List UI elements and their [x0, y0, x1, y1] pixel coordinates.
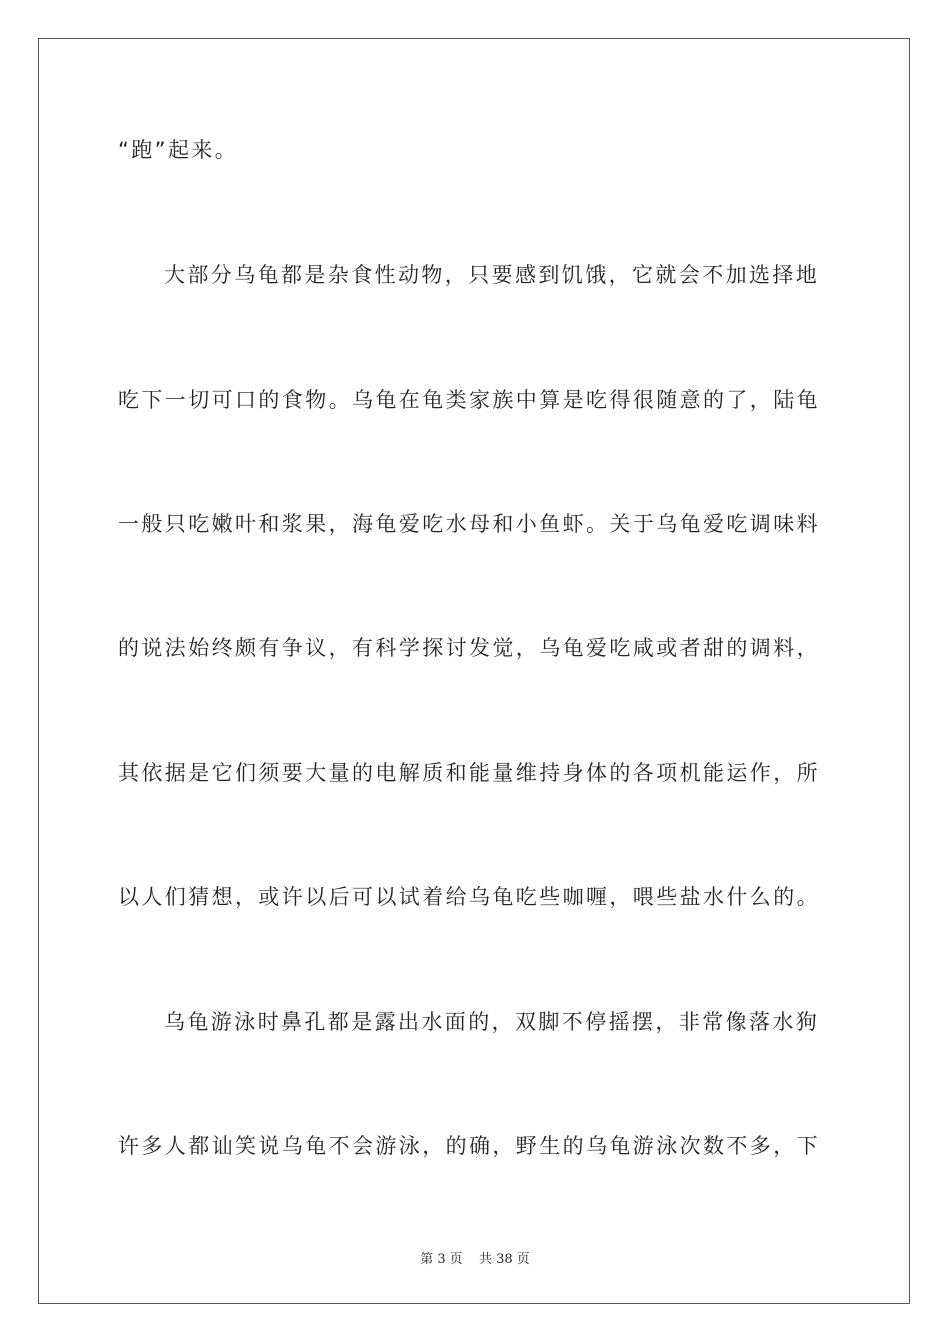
text-line-5: 的说法始终颇有争议，有科学探讨发觉，乌龟爱吃咸或者甜的调料， — [118, 636, 820, 660]
text-line-6: 其依据是它们须要大量的电解质和能量维持身体的各项机能运作，所 — [118, 761, 820, 785]
page-frame — [38, 38, 910, 1304]
page-footer — [0, 1248, 950, 1267]
page-number: 第 3 页 — [420, 1252, 463, 1267]
text-line-3: 吃下一切可口的食物。乌龟在龟类家族中算是吃得很随意的了，陆龟 — [118, 388, 820, 412]
text-line-2: 大部分乌龟都是杂食性动物，只要感到饥饿，它就会不加选择地 — [164, 263, 820, 287]
text-line-4: 一般只吃嫩叶和浆果，海龟爱吃水母和小鱼虾。关于乌龟爱吃调味料 — [118, 512, 820, 536]
text-line-1: “跑”起来。 — [118, 138, 239, 162]
text-line-7: 以人们猜想，或许以后可以试着给乌龟吃些咖喱，喂些盐水什么的。 — [118, 885, 820, 909]
total-pages: 共 38 页 — [478, 1252, 530, 1267]
text-line-8: 乌龟游泳时鼻孔都是露出水面的，双脚不停摇摆，非常像落水狗 — [164, 1010, 820, 1034]
text-line-9: 许多人都讪笑说乌龟不会游泳，的确，野生的乌龟游泳次数不多，下 — [118, 1134, 820, 1158]
